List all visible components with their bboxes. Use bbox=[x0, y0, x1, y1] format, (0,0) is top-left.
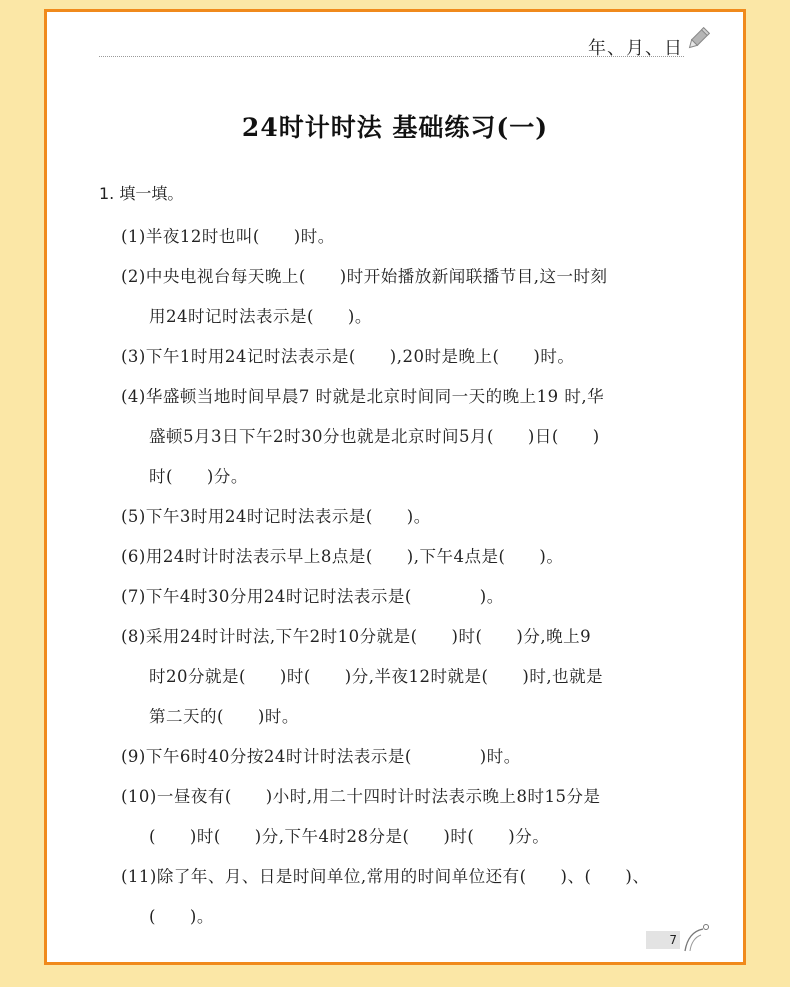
question-line: (2)中央电视台每天晚上( )时开始播放新闻联播节目,这一时刻 bbox=[121, 267, 608, 286]
question-line: (6)用24时计时法表示早上8点是( ),下午4点是( )。 bbox=[121, 547, 564, 566]
date-label: 年、月、日 bbox=[588, 38, 683, 59]
question-list bbox=[121, 217, 701, 937]
pencil-icon bbox=[685, 26, 711, 52]
question-line: (4)华盛顿当地时间早晨7 时就是北京时间同一天的晚上19 时,华 bbox=[121, 387, 605, 406]
header-divider bbox=[99, 56, 684, 57]
question-line: (11)除了年、月、日是时间单位,常用的时间单位还有( )、( )、 bbox=[121, 867, 650, 886]
question-line: (5)下午3时用24时记时法表示是( )。 bbox=[121, 507, 431, 526]
swirl-decoration-icon bbox=[681, 921, 711, 953]
question-line: (8)采用24时计时法,下午2时10分就是( )时( )分,晚上9 bbox=[121, 627, 592, 646]
question-line: 时( )分。 bbox=[149, 467, 248, 486]
question-line: 盛顿5月3日下午2时30分也就是北京时间5月( )日( ) bbox=[149, 427, 600, 446]
question-line: (9)下午6时40分按24时计时法表示是( )时。 bbox=[121, 747, 521, 766]
page-number: 7 bbox=[646, 931, 680, 949]
page-title: 24时计时法 基础练习(一) bbox=[241, 113, 549, 142]
question-line: (1)半夜12时也叫( )时。 bbox=[121, 227, 335, 246]
worksheet-page bbox=[44, 9, 746, 965]
question-line: (3)下午1时用24记时法表示是( ),20时是晚上( )时。 bbox=[121, 347, 575, 366]
question-line: ( )时( )分,下午4时28分是( )时( )分。 bbox=[149, 827, 550, 846]
question-line: 用24时记时法表示是( )。 bbox=[149, 307, 372, 326]
question-line: 时20分就是( )时( )分,半夜12时就是( )时,也就是 bbox=[149, 667, 604, 686]
question-line: (10)一昼夜有( )小时,用二十四时计时法表示晚上8时15分是 bbox=[121, 787, 601, 806]
question-line: ( )。 bbox=[149, 907, 214, 926]
question-line: (7)下午4时30分用24时记时法表示是( )。 bbox=[121, 587, 504, 606]
section-heading: 1. 填一填。 bbox=[99, 184, 184, 203]
question-line: 第二天的( )时。 bbox=[149, 707, 299, 726]
